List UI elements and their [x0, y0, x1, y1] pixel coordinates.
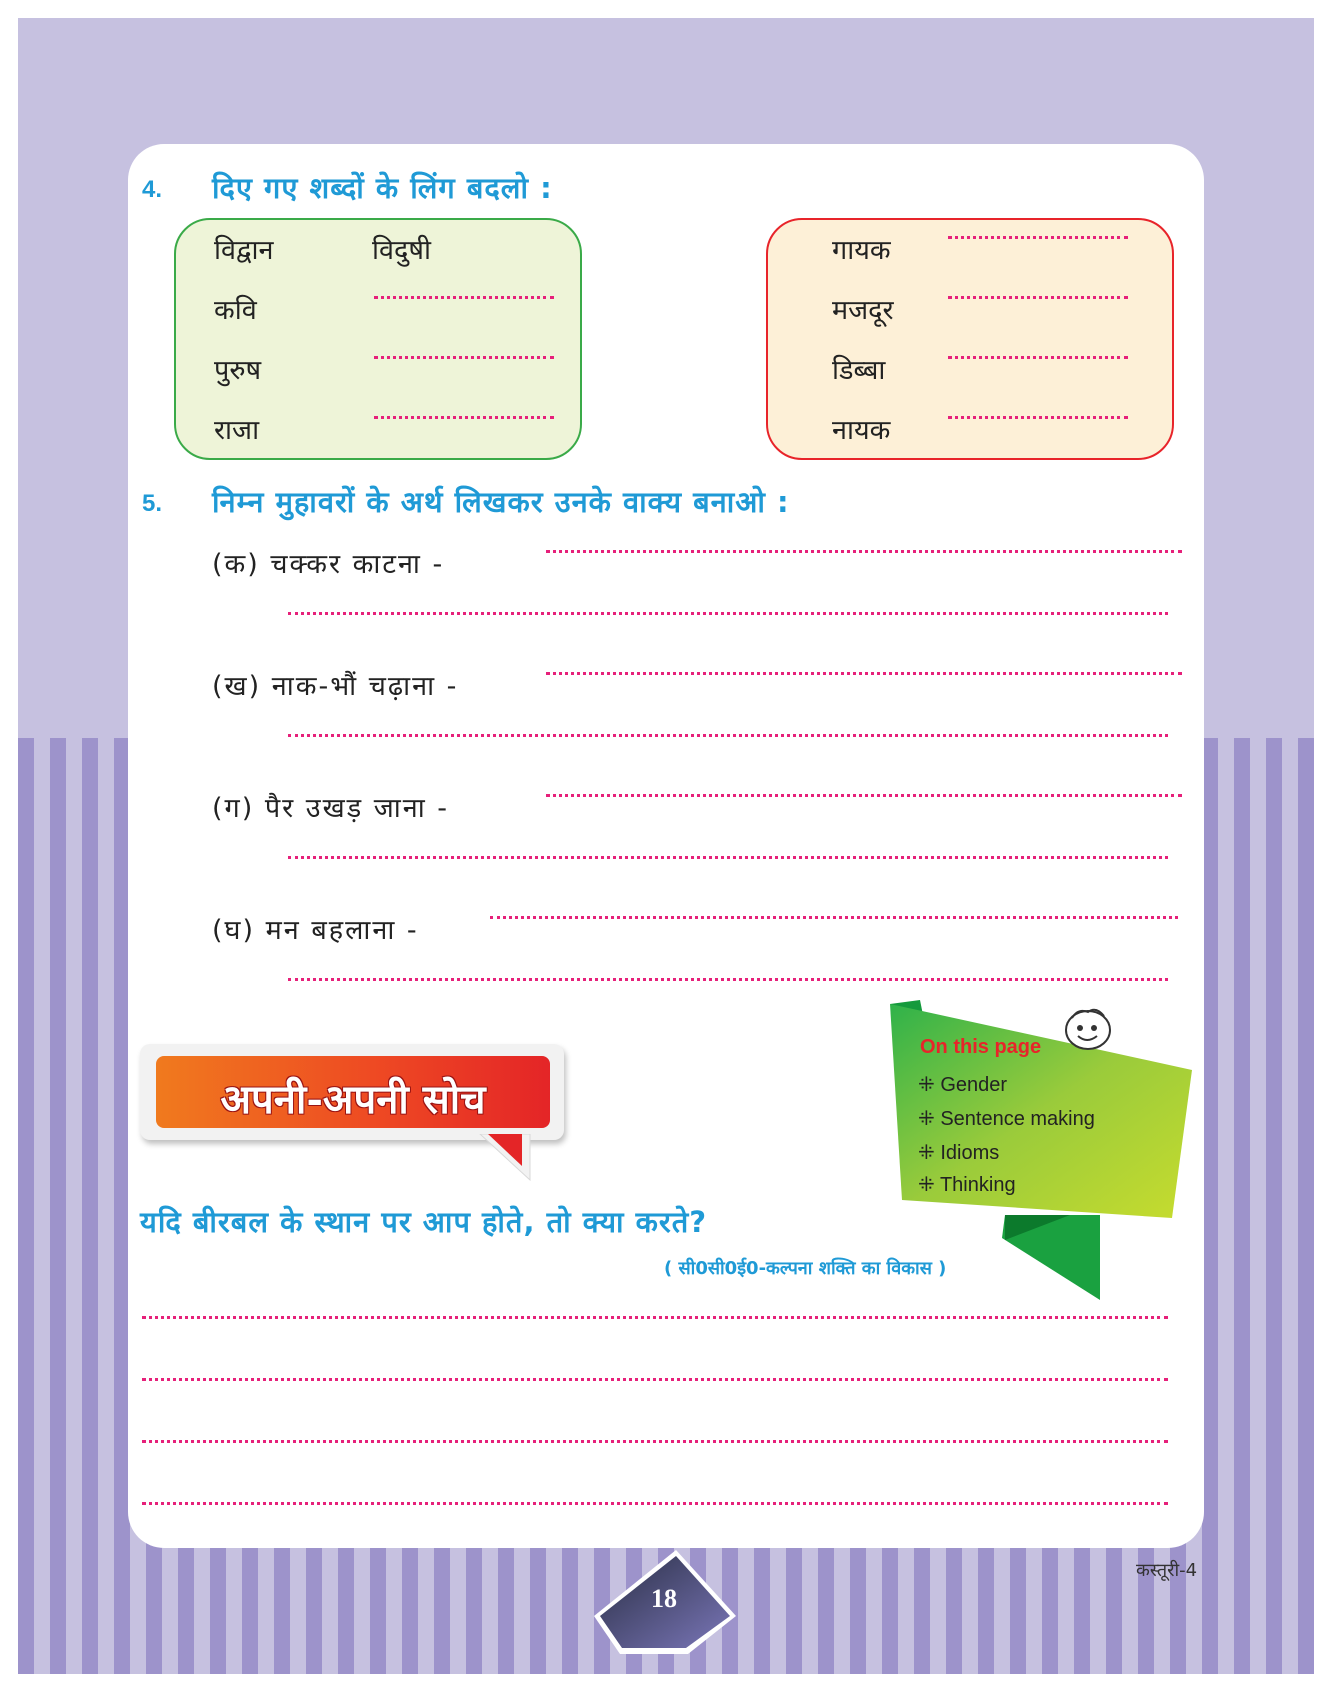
word-item: मजदूर	[832, 295, 894, 326]
writing-line[interactable]	[142, 1436, 1168, 1443]
answer-item: विदुषी	[372, 235, 431, 266]
thinking-question: यदि बीरबल के स्थान पर आप होते, तो क्या करते?	[140, 1205, 708, 1239]
q4-title: दिए गए शब्दों के लिंग बदलो :	[212, 171, 553, 205]
topic-label: Thinking	[939, 1174, 1016, 1196]
answer-line[interactable]	[490, 912, 1178, 919]
answer-line[interactable]	[288, 730, 1168, 737]
topic-label: Idioms	[940, 1142, 1000, 1164]
answer-line[interactable]	[546, 668, 1182, 675]
page-number: 18	[651, 1584, 677, 1613]
word-item: राजा	[214, 415, 260, 446]
smiley-face-icon	[1060, 1004, 1120, 1054]
idiom-label: (ग) पैर उखड़ जाना -	[212, 793, 450, 824]
answer-line[interactable]	[546, 790, 1182, 797]
answer-line[interactable]	[288, 852, 1168, 859]
topic-item	[918, 1106, 1095, 1131]
word-item: विद्वान	[214, 235, 274, 266]
book-series-label: कस्तूरी-4	[1136, 1560, 1198, 1581]
speech-tail-icon	[470, 1134, 540, 1184]
bullet-icon: ⁜	[918, 1174, 935, 1196]
answer-line[interactable]	[546, 546, 1182, 553]
answer-line[interactable]	[288, 974, 1168, 981]
topic-item	[918, 1172, 1016, 1197]
word-item: नायक	[832, 415, 891, 446]
q5-number: 5.	[142, 490, 163, 517]
q5-title: निम्न मुहावरों के अर्थ लिखकर उनके वाक्य बनाओ :	[212, 485, 790, 519]
q4-number: 4.	[142, 176, 163, 203]
idiom-label: (घ) मन बहलाना -	[212, 915, 419, 946]
answer-blank[interactable]	[948, 232, 1128, 239]
bullet-icon: ⁜	[918, 1142, 935, 1164]
word-item: गायक	[832, 235, 891, 266]
gender-box-right	[766, 218, 1174, 460]
answer-blank[interactable]	[948, 292, 1128, 299]
on-this-page-title: On this page	[920, 1036, 1042, 1058]
topic-label: Gender	[940, 1074, 1008, 1096]
topic-item	[918, 1140, 999, 1165]
word-item: पुरुष	[214, 355, 262, 386]
answer-blank[interactable]	[948, 352, 1128, 359]
word-item: कवि	[214, 295, 257, 326]
topic-label: Sentence making	[940, 1108, 1095, 1130]
idiom-label: (ख) नाक-भौं चढ़ाना -	[212, 671, 459, 702]
bullet-icon: ⁜	[918, 1108, 935, 1130]
topic-item	[918, 1072, 1007, 1097]
section-banner	[140, 1044, 570, 1184]
skill-note: ( सी0सी0ई0-कल्पना शक्ति का विकास )	[664, 1258, 947, 1279]
writing-line[interactable]	[142, 1374, 1168, 1381]
banner-ribbon	[156, 1056, 550, 1128]
answer-blank[interactable]	[374, 352, 554, 359]
idiom-label: (क) चक्कर काटना -	[212, 549, 445, 580]
writing-line[interactable]	[142, 1312, 1168, 1319]
answer-blank[interactable]	[374, 292, 554, 299]
answer-blank[interactable]	[374, 412, 554, 419]
answer-line[interactable]	[288, 608, 1168, 615]
writing-line[interactable]	[142, 1498, 1168, 1505]
on-this-page-panel	[890, 1000, 1220, 1300]
bullet-icon: ⁜	[918, 1074, 935, 1096]
page-number-badge	[590, 1548, 738, 1656]
answer-blank[interactable]	[948, 412, 1128, 419]
banner-title: अपनी-अपनी सोच	[220, 1076, 486, 1123]
word-item: डिब्बा	[832, 355, 886, 386]
